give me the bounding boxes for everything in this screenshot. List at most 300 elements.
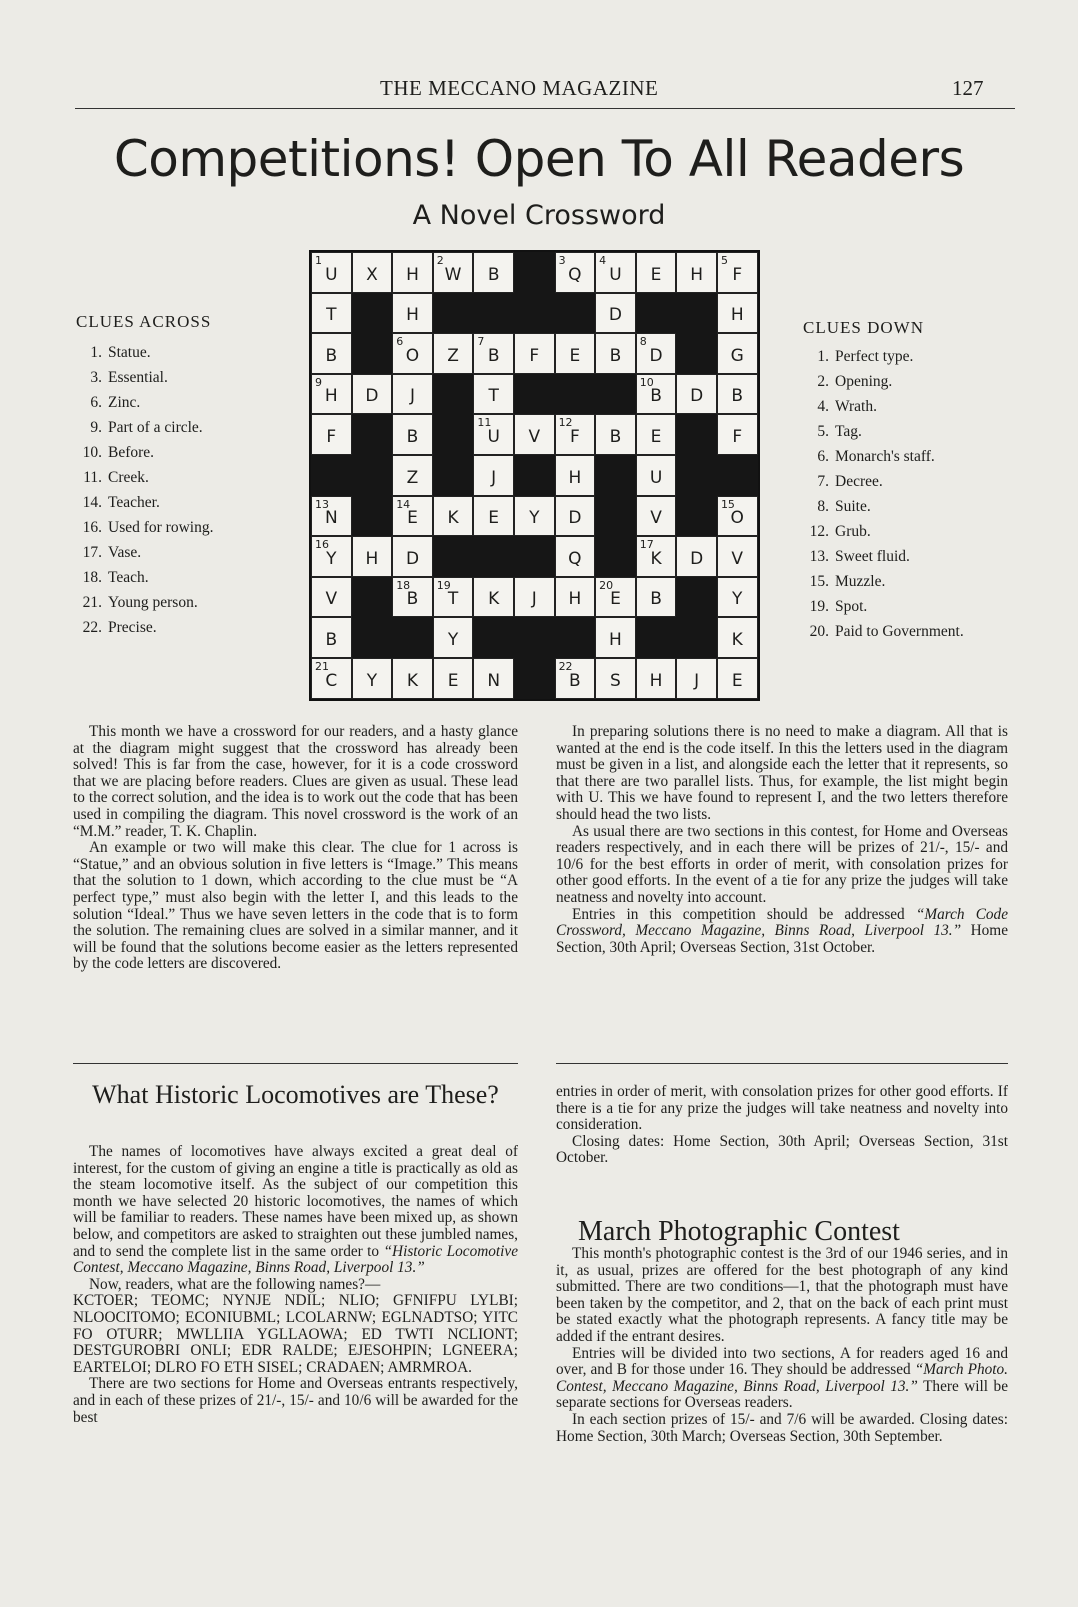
clue-number: 16. bbox=[82, 519, 102, 536]
cell-letter: J bbox=[531, 589, 537, 610]
grid-cell bbox=[595, 658, 636, 699]
cell-letter: H bbox=[649, 670, 663, 691]
clue-text: Statue. bbox=[108, 344, 151, 361]
grid-cell bbox=[311, 252, 352, 293]
cell-letter: H bbox=[406, 264, 419, 285]
grid-cell bbox=[392, 293, 433, 334]
black-square bbox=[717, 455, 758, 496]
grid-cell bbox=[311, 293, 352, 334]
grid-cell bbox=[676, 536, 717, 577]
clue-number: 21. bbox=[82, 594, 102, 611]
cell-letter: Y bbox=[447, 629, 459, 650]
cell-number: 1 bbox=[315, 254, 322, 267]
grid-cell bbox=[636, 496, 677, 537]
intro-right-column bbox=[556, 724, 1008, 956]
photo-paragraph bbox=[556, 1346, 1008, 1412]
clue-number: 6. bbox=[90, 394, 102, 411]
cell-letter: Q bbox=[568, 264, 582, 285]
clue-item bbox=[803, 619, 964, 644]
grid-cell bbox=[636, 374, 677, 415]
clue-text: Vase. bbox=[108, 544, 142, 561]
grid-cell bbox=[636, 455, 677, 496]
black-square bbox=[433, 536, 474, 577]
cell-letter: B bbox=[731, 386, 744, 407]
cell-letter: D bbox=[405, 548, 420, 569]
address-lead: Entries in this competition should be addressed bbox=[572, 905, 905, 923]
crossword-grid bbox=[309, 250, 760, 701]
grid-cell bbox=[392, 577, 433, 618]
clue-number: 19. bbox=[809, 598, 829, 615]
black-square bbox=[514, 252, 555, 293]
grid-cell bbox=[473, 658, 514, 699]
cell-letter: D bbox=[649, 345, 663, 366]
intro-paragraph: As usual there are two sections in this contest, for Home and Overseas readers respectively, and in each there will be prizes of 21/-, 15/- and 10/6 for the best efforts in order of merit, with consolation prizes for other good efforts. In the event of a tie for any prize the judges will take neatness and novelty into account. bbox=[556, 822, 1008, 906]
cell-letter: F bbox=[732, 426, 743, 447]
cell-letter: J bbox=[491, 467, 497, 488]
cell-letter: E bbox=[731, 670, 743, 691]
clue-item bbox=[803, 419, 964, 444]
running-head: THE MECCANO MAGAZINE bbox=[380, 76, 659, 100]
cell-letter: H bbox=[609, 629, 622, 650]
clue-number: 1. bbox=[817, 348, 829, 365]
cell-number: 19 bbox=[436, 578, 451, 592]
locomotives-continued bbox=[556, 1084, 1008, 1167]
grid-cell bbox=[473, 455, 514, 496]
cell-letter: Z bbox=[447, 345, 459, 366]
grid-cell bbox=[595, 414, 636, 455]
cell-letter: Z bbox=[406, 467, 419, 488]
cell-number: 12 bbox=[558, 416, 573, 430]
grid-cell bbox=[311, 333, 352, 374]
cell-letter: D bbox=[690, 386, 704, 407]
clue-text: Wrath. bbox=[835, 398, 877, 415]
grid-cell bbox=[555, 414, 596, 455]
black-square bbox=[676, 577, 717, 618]
grid-cell bbox=[555, 496, 596, 537]
clue-item bbox=[76, 415, 213, 440]
clue-item bbox=[76, 340, 213, 365]
cell-number: 7 bbox=[477, 335, 485, 349]
black-square bbox=[433, 374, 474, 415]
black-square bbox=[555, 617, 596, 658]
black-square bbox=[352, 293, 393, 334]
cell-letter: G bbox=[730, 345, 744, 366]
cell-letter: K bbox=[650, 548, 662, 569]
cell-number: 15 bbox=[720, 497, 735, 511]
grid-cell bbox=[555, 333, 596, 374]
cell-number: 2 bbox=[436, 254, 444, 267]
cell-letter: B bbox=[406, 426, 419, 447]
cell-number: 3 bbox=[558, 254, 566, 267]
grid-cell bbox=[433, 333, 474, 374]
intro-left-column bbox=[73, 724, 518, 973]
cell-letter: U bbox=[649, 467, 663, 488]
cell-letter: D bbox=[365, 386, 379, 407]
grid-cell bbox=[352, 252, 393, 293]
black-square bbox=[352, 617, 393, 658]
clue-text: Precise. bbox=[108, 619, 157, 636]
cell-letter: B bbox=[406, 589, 419, 610]
locomotives-address: “Historic Locomotive Contest, Meccano Magazine, Binns Road, Liverpool 13.” bbox=[73, 1242, 519, 1277]
grid-cell bbox=[636, 658, 677, 699]
cell-letter: F bbox=[326, 426, 337, 447]
grid-cell bbox=[473, 374, 514, 415]
photo-paragraph: This month's photographic contest is the 3rd of our 1946 series, and in it, as usual, prizes are offered for the best photograph of any kind submitted. There are two conditions—1, that the photograph must have been taken by the competitor, and 2, that on the back of each print must be stated exactly what the photograph represents. A fancy title may be added if the entrant desires. bbox=[556, 1245, 1008, 1345]
clue-number: 18. bbox=[82, 569, 102, 586]
cell-letter: F bbox=[569, 426, 580, 447]
clue-item bbox=[76, 540, 213, 565]
clue-number: 8. bbox=[817, 498, 829, 515]
cell-number: 18 bbox=[396, 578, 411, 592]
cell-letter: U bbox=[325, 264, 338, 285]
black-square bbox=[595, 536, 636, 577]
grid-cell bbox=[311, 617, 352, 658]
black-square bbox=[352, 577, 393, 618]
black-square bbox=[676, 455, 717, 496]
grid-cell bbox=[473, 252, 514, 293]
grid-cell bbox=[676, 374, 717, 415]
grid-cell bbox=[595, 293, 636, 334]
grid-cell bbox=[636, 577, 677, 618]
grid-cell bbox=[514, 496, 555, 537]
cell-number: 14 bbox=[396, 497, 411, 511]
cell-letter: H bbox=[406, 305, 419, 326]
photo-contest-body bbox=[556, 1246, 1008, 1445]
cell-letter: E bbox=[407, 508, 418, 529]
grid-cell bbox=[717, 374, 758, 415]
clue-text: Grub. bbox=[835, 523, 871, 540]
clue-text: Spot. bbox=[835, 598, 868, 615]
locomotives-closing-dates: Closing dates: Home Section, 30th April; Overseas Section, 31st October. bbox=[556, 1132, 1008, 1167]
cell-letter: H bbox=[365, 548, 379, 569]
grid-cell bbox=[717, 293, 758, 334]
grid-cell bbox=[352, 536, 393, 577]
cell-letter: B bbox=[609, 345, 622, 366]
clue-number: 11. bbox=[83, 469, 102, 486]
black-square bbox=[595, 374, 636, 415]
grid-cell bbox=[636, 536, 677, 577]
intro-paragraph: In preparing solutions there is no need to make a diagram. All that is wanted at the end is the code itself. In this the letters used in the diagram must be given in a list, and alongside each the letter that it represents, so that there are two parallel lists. Thus, for example, the list might begin with U. This we have found to represent I, and the two letters therefore should head the two lists. bbox=[556, 723, 1008, 823]
cell-letter: C bbox=[325, 670, 338, 691]
cell-number: 8 bbox=[639, 335, 647, 349]
black-square bbox=[473, 617, 514, 658]
black-square bbox=[676, 617, 717, 658]
black-square bbox=[514, 374, 555, 415]
clue-number: 15. bbox=[809, 573, 829, 590]
grid-cell bbox=[717, 252, 758, 293]
black-square bbox=[352, 496, 393, 537]
clue-number: 13. bbox=[809, 548, 829, 565]
photo-text: Entries will be divided into two sections, A for readers aged 16 and over, and B for those under 16. They should be addressed bbox=[556, 1344, 1008, 1379]
cell-letter: B bbox=[609, 426, 622, 447]
grid-cell bbox=[595, 617, 636, 658]
clue-text: Tag. bbox=[835, 423, 862, 440]
cell-letter: J bbox=[694, 670, 700, 691]
cell-letter: B bbox=[569, 670, 581, 691]
clue-item bbox=[76, 440, 213, 465]
cell-letter: J bbox=[409, 386, 415, 407]
black-square bbox=[595, 455, 636, 496]
grid-cell bbox=[311, 577, 352, 618]
section-rule bbox=[73, 1063, 518, 1064]
locomotives-text: The names of locomotives have always excited a great deal of interest, for the custom of giving an engine a title is practically as old as the steam locomotive itself. As the subject of our competition this month we have selected 20 historic locomotives, the names of which will be familiar to readers. These names have been mixed up, as shown below, and competitors are asked to straighten out these jumbled names, and to send the complete list in the same order to bbox=[73, 1143, 518, 1260]
clue-item bbox=[76, 465, 213, 490]
cell-number: 13 bbox=[315, 497, 329, 511]
cell-number: 22 bbox=[558, 659, 573, 673]
clue-item bbox=[76, 515, 213, 540]
page-title: Competitions! Open To All Readers bbox=[113, 130, 965, 188]
clue-number: 7. bbox=[817, 473, 829, 490]
grid-cell bbox=[392, 496, 433, 537]
grid-cell bbox=[311, 414, 352, 455]
clue-item bbox=[76, 615, 213, 640]
cell-letter: B bbox=[650, 386, 662, 407]
clue-text: Decree. bbox=[835, 473, 883, 490]
grid-cell bbox=[392, 252, 433, 293]
photo-address: “March Photo. Contest, Meccano Magazine, Binns Road, Liverpool 13.” bbox=[556, 1361, 1009, 1395]
photo-contest-heading: March Photographic Contest bbox=[578, 1216, 900, 1247]
cell-letter: K bbox=[447, 508, 459, 529]
page-number: 127 bbox=[952, 76, 984, 100]
cell-letter: H bbox=[690, 264, 704, 285]
cell-letter: E bbox=[569, 345, 581, 366]
clue-text: Part of a circle. bbox=[108, 419, 203, 436]
locomotives-body bbox=[73, 1144, 518, 1426]
clue-text: Perfect type. bbox=[835, 348, 914, 365]
cell-letter: F bbox=[732, 264, 743, 285]
cell-letter: D bbox=[690, 548, 704, 569]
cell-letter: Y bbox=[732, 589, 743, 610]
cell-letter: N bbox=[487, 670, 501, 691]
grid-cell bbox=[311, 658, 352, 699]
cell-letter: T bbox=[488, 386, 499, 407]
cell-letter: Y bbox=[326, 548, 337, 569]
section-rule bbox=[556, 1063, 1008, 1064]
cell-letter: X bbox=[366, 264, 378, 285]
clues-across-list bbox=[76, 340, 213, 640]
cell-number: 10 bbox=[639, 375, 654, 389]
intro-paragraph: An example or two will make this clear. The clue for 1 across is “Statue,” and an obvious solution in five letters is “Image.” This means that the solution to 1 down, which according to the clue must be “A perfect type,” must also begin with the letter I, and this leads to the solution “Ideal.” Thus we have seven letters in the code that is to form the solution. The remaining clues are solved in a similar manner, and it will be found that the solutions become easier as the letters represented by the code letters are discovered. bbox=[73, 839, 518, 973]
cell-letter: H bbox=[568, 467, 582, 488]
grid-cell bbox=[311, 496, 352, 537]
grid-cell bbox=[595, 333, 636, 374]
cell-letter: O bbox=[730, 508, 744, 529]
grid-cell bbox=[473, 577, 514, 618]
locomotives-paragraph bbox=[73, 1144, 518, 1277]
grid-cell bbox=[392, 536, 433, 577]
black-square bbox=[555, 374, 596, 415]
cell-letter: K bbox=[731, 629, 743, 650]
grid-cell bbox=[352, 374, 393, 415]
black-square bbox=[636, 293, 677, 334]
cell-letter: U bbox=[609, 264, 622, 285]
grid-cell bbox=[433, 617, 474, 658]
grid-cell bbox=[311, 374, 352, 415]
clue-number: 3. bbox=[90, 369, 102, 386]
cell-letter: Y bbox=[529, 508, 540, 529]
grid-cell bbox=[717, 414, 758, 455]
clue-text: Used for rowing. bbox=[108, 519, 214, 536]
cell-letter: D bbox=[608, 305, 622, 326]
clue-item bbox=[803, 519, 964, 544]
photo-text-tail: There will be separate sections for Overseas readers. bbox=[556, 1377, 1008, 1412]
grid-cell bbox=[717, 333, 758, 374]
cell-letter: B bbox=[325, 629, 338, 650]
cell-number: 21 bbox=[315, 659, 329, 673]
clue-item bbox=[803, 469, 964, 494]
grid-cell bbox=[555, 252, 596, 293]
black-square bbox=[352, 455, 393, 496]
cell-letter: F bbox=[529, 345, 540, 366]
grid-cell bbox=[392, 414, 433, 455]
cell-letter: W bbox=[444, 264, 462, 285]
clue-text: Before. bbox=[108, 444, 155, 461]
locomotives-continued-text: entries in order of merit, with consolation prizes for other good efforts. If there is a tie for any prize the judges will take neatness and novelty into consideration. bbox=[556, 1083, 1008, 1134]
clue-item bbox=[803, 594, 964, 619]
clue-item bbox=[803, 569, 964, 594]
clue-item bbox=[76, 490, 213, 515]
grid-cell bbox=[555, 536, 596, 577]
cell-number: 6 bbox=[396, 335, 404, 349]
grid-cell bbox=[473, 414, 514, 455]
cell-letter: S bbox=[610, 670, 621, 691]
clue-text: Monarch's staff. bbox=[835, 448, 935, 465]
cell-letter: N bbox=[324, 508, 338, 529]
grid-cell bbox=[473, 333, 514, 374]
clue-text: Paid to Government. bbox=[835, 623, 964, 640]
black-square bbox=[514, 617, 555, 658]
clue-item bbox=[803, 394, 964, 419]
grid-cell bbox=[514, 414, 555, 455]
grid-cell bbox=[717, 617, 758, 658]
grid-cell bbox=[514, 333, 555, 374]
black-square bbox=[555, 293, 596, 334]
black-square bbox=[676, 333, 717, 374]
black-square bbox=[636, 617, 677, 658]
black-square bbox=[433, 293, 474, 334]
grid-cell bbox=[514, 577, 555, 618]
grid-cell bbox=[717, 496, 758, 537]
header-rule bbox=[75, 108, 1015, 109]
black-square bbox=[392, 617, 433, 658]
grid-cell bbox=[717, 577, 758, 618]
clue-text: Teach. bbox=[108, 569, 149, 586]
locomotives-question: Now, readers, what are the following names?— bbox=[89, 1275, 381, 1293]
clue-number: 10. bbox=[82, 444, 102, 461]
clue-number: 20. bbox=[809, 623, 829, 640]
clue-text: Sweet fluid. bbox=[835, 548, 910, 565]
clue-text: Opening. bbox=[835, 373, 893, 390]
black-square bbox=[676, 293, 717, 334]
cell-letter: D bbox=[568, 508, 582, 529]
black-square bbox=[514, 455, 555, 496]
grid-cell bbox=[555, 577, 596, 618]
clue-item bbox=[76, 590, 213, 615]
clue-text: Teacher. bbox=[108, 494, 160, 511]
cell-letter: O bbox=[405, 345, 420, 366]
crossword-address: “March Code Crossword, Meccano Magazine, Binns Road, Liverpool 13.” bbox=[556, 905, 1008, 940]
cell-letter: H bbox=[730, 305, 744, 326]
grid-cell bbox=[392, 374, 433, 415]
clue-text: Essential. bbox=[108, 369, 168, 386]
clue-number: 14. bbox=[82, 494, 102, 511]
grid-cell bbox=[433, 252, 474, 293]
photo-paragraph: In each section prizes of 15/- and 7/6 will be awarded. Closing dates: Home Section, 30th March; Overseas Section, 30th September. bbox=[556, 1410, 1008, 1445]
clue-number: 5. bbox=[817, 423, 829, 440]
black-square bbox=[352, 414, 393, 455]
clues-across bbox=[76, 312, 213, 640]
clue-item bbox=[803, 344, 964, 369]
grid-cell bbox=[433, 577, 474, 618]
clue-item bbox=[803, 494, 964, 519]
clue-number: 2. bbox=[817, 373, 829, 390]
cell-letter: B bbox=[650, 589, 662, 610]
black-square bbox=[595, 496, 636, 537]
clue-item bbox=[803, 544, 964, 569]
grid-cell bbox=[311, 536, 352, 577]
grid-cell bbox=[392, 658, 433, 699]
grid-cell bbox=[636, 333, 677, 374]
jumbled-names: KCTOER; TEOMC; NYNJE NDIL; NLIO; GFNIFPU LYLBI; NLOOCITOMO; ECONIUBML; LCOLARNW; EGLNADTSO; YITC FO OTURR; MWLLIIA YGLLAOWA; ED TWTI NCLIONT; DESTGUROBRI ONLI; EDR RALDE; EJESOHPIN; LGNEERA; EARTELOI; DLRO FO ETH SISEL; CRADAEN; AMRMROA. bbox=[73, 1292, 518, 1376]
clue-text: Young person. bbox=[108, 594, 198, 611]
black-square bbox=[676, 414, 717, 455]
black-square bbox=[433, 414, 474, 455]
cell-number: 5 bbox=[720, 254, 728, 267]
clue-number: 4. bbox=[817, 398, 829, 415]
grid-cell bbox=[392, 333, 433, 374]
cell-letter: V bbox=[325, 589, 338, 610]
clue-text: Muzzle. bbox=[835, 573, 886, 590]
black-square bbox=[433, 455, 474, 496]
cell-letter: V bbox=[731, 548, 744, 569]
clue-item bbox=[76, 365, 213, 390]
clue-number: 17. bbox=[82, 544, 102, 561]
grid-cell bbox=[595, 577, 636, 618]
clues-across-heading: CLUES ACROSS bbox=[76, 312, 212, 331]
cell-letter: K bbox=[406, 670, 419, 691]
grid-cell bbox=[433, 496, 474, 537]
black-square bbox=[514, 293, 555, 334]
grid-cell bbox=[717, 658, 758, 699]
clue-text: Creek. bbox=[108, 469, 149, 486]
cell-letter: E bbox=[488, 508, 500, 529]
cell-letter: V bbox=[650, 508, 662, 529]
crossword-subtitle: A Novel Crossword bbox=[412, 200, 666, 231]
grid-cell bbox=[676, 658, 717, 699]
grid-cell bbox=[717, 536, 758, 577]
cell-letter: B bbox=[487, 345, 500, 366]
grid-cell bbox=[595, 252, 636, 293]
grid-cell bbox=[676, 252, 717, 293]
clue-text: Zinc. bbox=[108, 394, 141, 411]
cell-letter: E bbox=[650, 426, 662, 447]
cell-letter: E bbox=[650, 264, 662, 285]
cell-number: 20 bbox=[599, 578, 614, 592]
crossword-dates: Home Section, 30th April; Overseas Section, 31st October. bbox=[556, 922, 1008, 956]
clues-down-heading: CLUES DOWN bbox=[803, 318, 924, 337]
cell-letter: H bbox=[324, 386, 338, 407]
cell-letter: T bbox=[447, 589, 459, 610]
cell-letter: H bbox=[568, 589, 582, 610]
clue-number: 12. bbox=[809, 523, 829, 540]
cell-letter: B bbox=[487, 264, 500, 285]
cell-letter: E bbox=[447, 670, 459, 691]
clue-item bbox=[76, 390, 213, 415]
clue-item bbox=[803, 444, 964, 469]
cell-letter: V bbox=[528, 426, 541, 447]
cell-number: 17 bbox=[639, 538, 654, 552]
intro-paragraph bbox=[556, 907, 1008, 957]
